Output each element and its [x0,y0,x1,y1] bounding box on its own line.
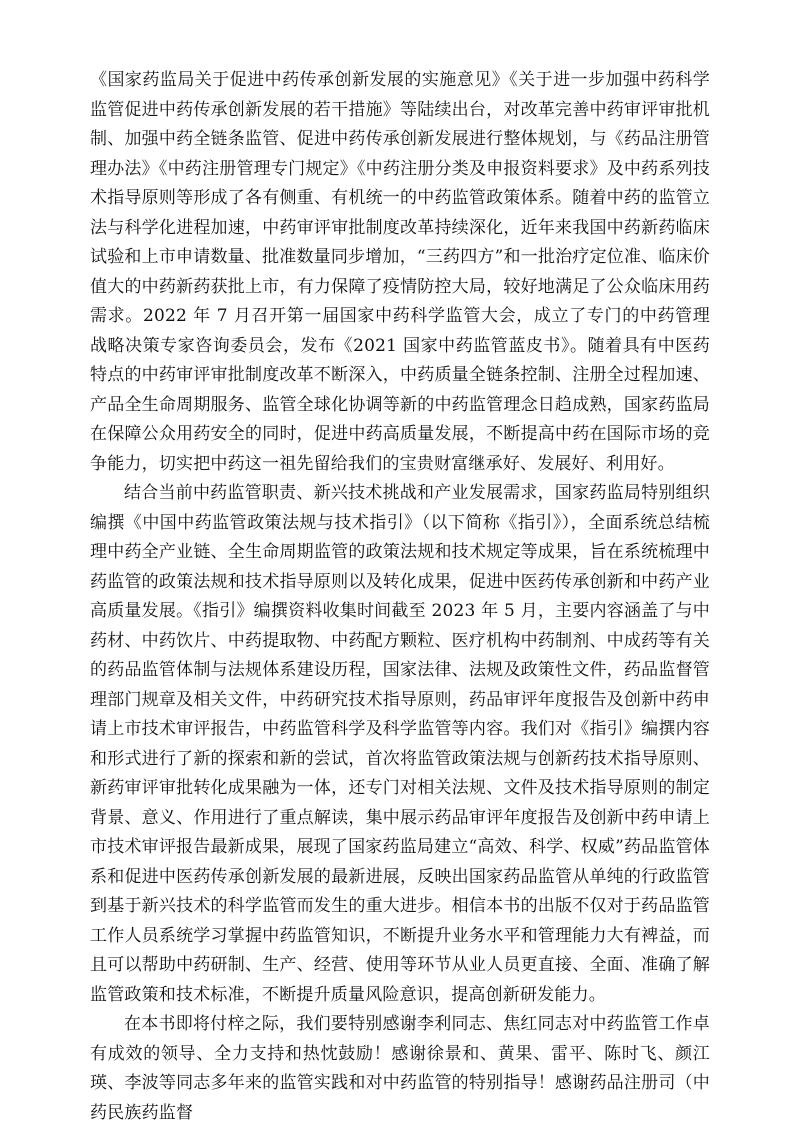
paragraph-1: 《国家药监局关于促进中药传承创新发展的实施意见》《关于进一步加强中药科学监管促进中药传承创新发展的若干措施》等陆续出台，对改革完善中药审评审批机制、加强中药全链条监管、促进中药传承创新发展进行整体规划，与《药品注册管理办法》《中药注册管理专门规定》《中药注册分类及申报资料要求》及中药系列技术指导原则等形成了各有侧重、有机统一的中药监管政策体系。随着中药的监管立法与科学化进程加速，中药审评审批制度改革持续深化，近年来我国中药新药临床试验和上市申请数量、批准数量同步增加，“三药四方”和一批治疗定位准、临床价值大的中药新药获批上市，有力保障了疫情防控大局，较好地满足了公众临床用药需求。2022 年 7 月召开第一届国家中药科学监管大会，成立了专门的中药管理战略决策专家咨询委员会，发布《2021 国家中药监管蓝皮书》。随着具有中医药特点的中药审评审批制度改革不断深入，中药质量全链条控制、注册全过程加速、产品全生命周期服务、监管全球化协调等新的中药监管理念日趋成熟，国家药监局在保障公众用药安全的同时，促进中药高质量发展，不断提高中药在国际市场的竞争能力，切实把中药这一祖先留给我们的宝贵财富继承好、发展好、利用好。 [90,70,710,474]
paragraph-2: 结合当前中药监管职责、新兴技术挑战和产业发展需求，国家药监局特别组织编撰《中国中药监管政策法规与技术指引》（以下简称《指引》），全面系统总结梳理中药全产业链、全生命周期监管的政策法规和技术规定等成果，旨在系统梳理中药监管的政策法规和技术指导原则以及转化成果，促进中医药传承创新和中药产业高质量发展。《指引》编撰资料收集时间截至 2023 年 5 月，主要内容涵盖了与中药材、中药饮片、中药提取物、中药配方颗粒、医疗机构中药制剂、中成药等有关的药品监管体制与法规体系建设历程，国家法律、法规及政策性文件，药品监督管理部门规章及相关文件，中药研究技术指导原则，药品审评年度报告及创新中药申请上市技术审评报告，中药监管科学及科学监管等内容。我们对《指引》编撰内容和形式进行了新的探索和新的尝试，首次将监管政策法规与创新药技术指导原则、新药审评审批转化成果融为一体，还专门对相关法规、文件及技术指导原则的制定背景、意义、作用进行了重点解读，集中展示药品审评年度报告及创新中药申请上市技术审评报告最新成果，展现了国家药监局建立“高效、科学、权威”药品监管体系和促进中医药传承创新发展的最新进展，反映出国家药品监管从单纯的行政监管到基于新兴技术的科学监管而发生的重大进步。相信本书的出版不仅对于药品监管工作人员系统学习掌握中药监管知识，不断提升业务水平和管理能力大有裨益，而且可以帮助中药研制、生产、经营、使用等环节从业人员更直接、全面、准确了解监管政策和技术标准，不断提升质量风险意识，提高创新研发能力。 [90,483,710,1005]
paragraph-3: 在本书即将付梓之际，我们要特别感谢李利同志、焦红同志对中药监管工作卓有成效的领导、全力支持和热忱鼓励！感谢徐景和、黄果、雷平、陈时飞、颜江瑛、李波等同志多年来的监管实践和对中药监管的特别指导！感谢药品注册司（中药民族药监督 [90,1014,710,1123]
document-page [90,66,710,1128]
